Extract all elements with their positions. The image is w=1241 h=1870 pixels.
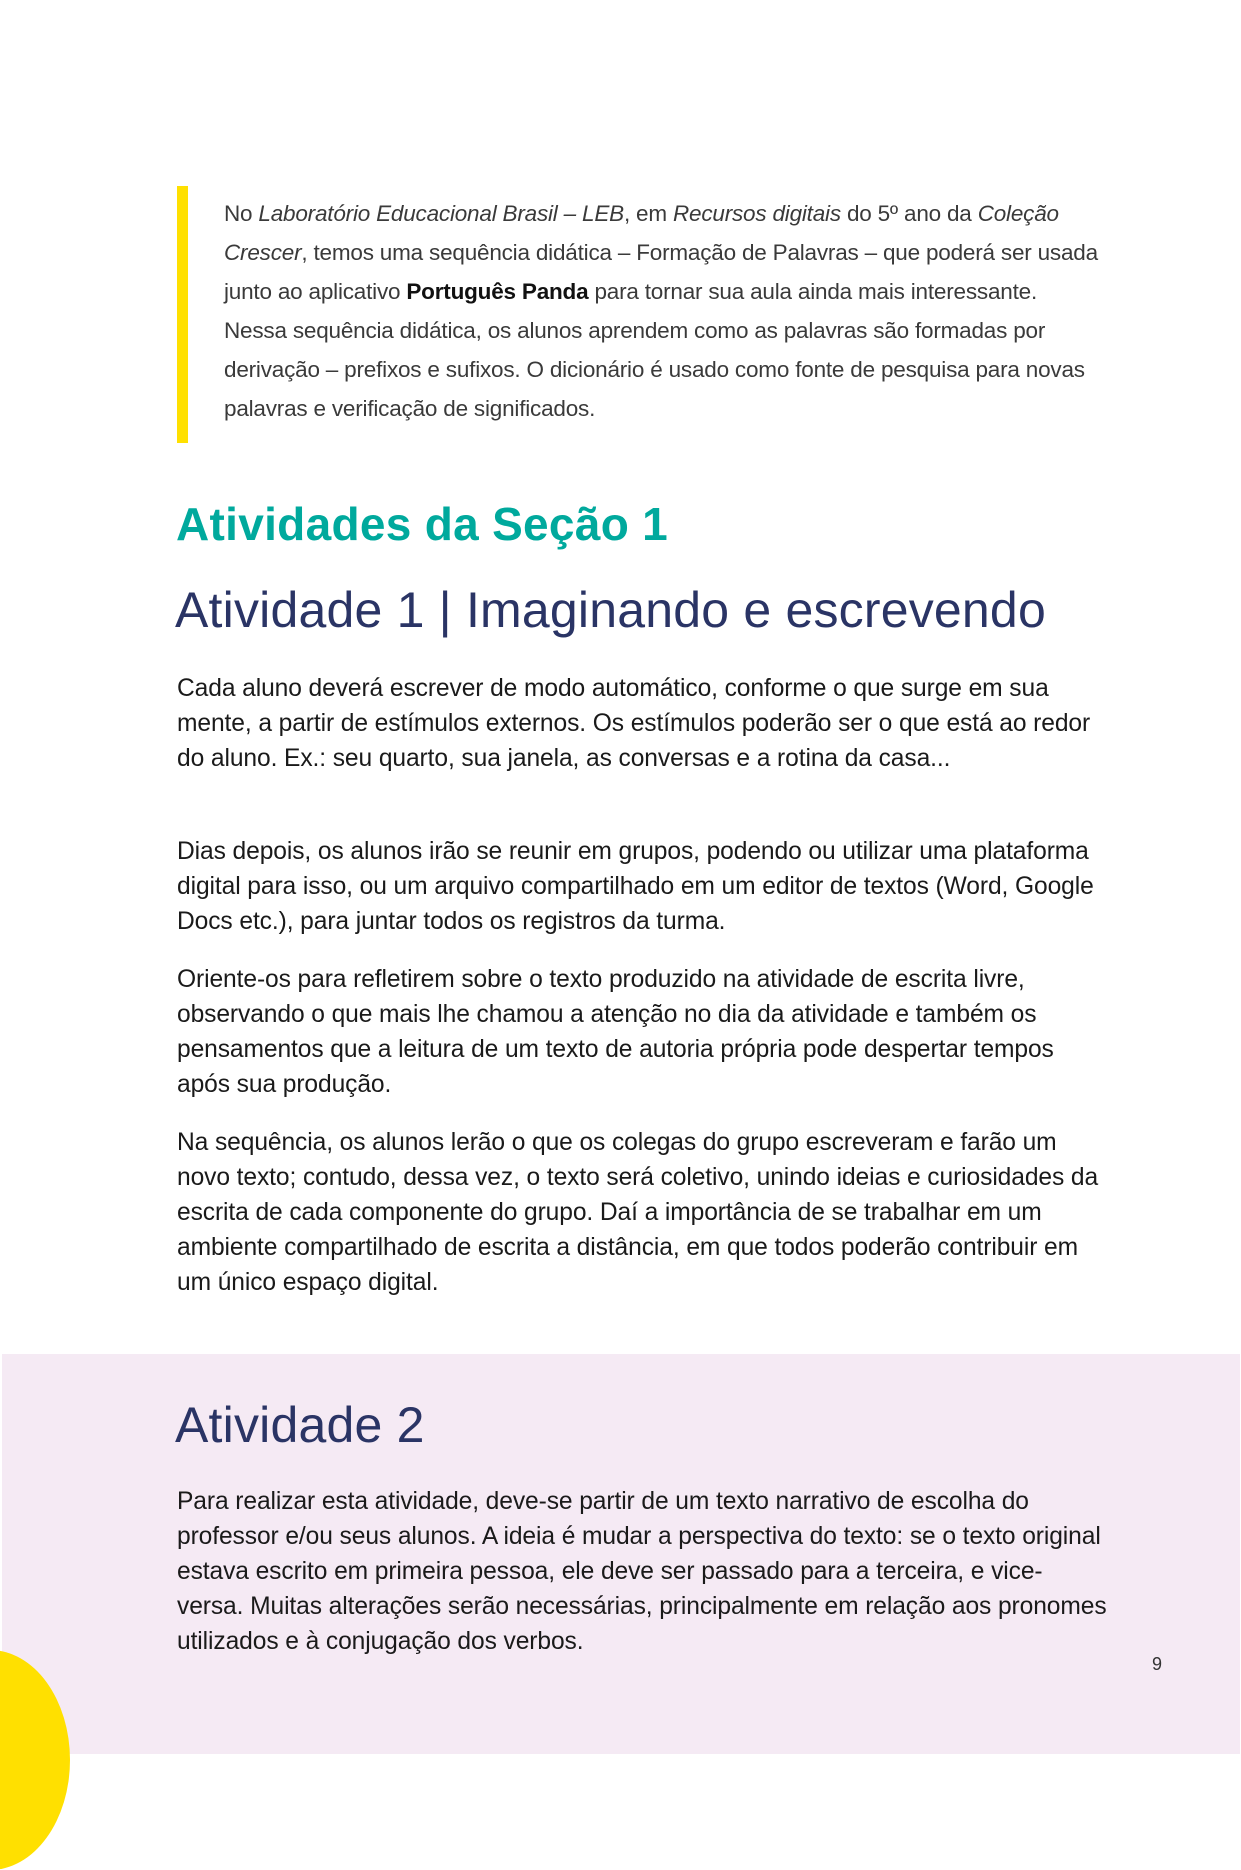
activity-1-title: Atividade 1 | Imaginando e escrevendo [175, 582, 1046, 638]
activity-2-title: Atividade 2 [175, 1397, 425, 1453]
intro-callout [177, 186, 1107, 443]
activity-1-paragraph: Cada aluno deverá escrever de modo automático, conforme o que surge em sua mente, a partir de estímulos externos. Os estímulos poderão ser o que está ao redor do aluno. Ex.: seu quarto, sua janela, as conversas e a rotina da casa... [177, 675, 1091, 772]
section-title: Atividades da Seção 1 [176, 498, 669, 550]
callout-text-segment: , temos uma sequência didática – Formação de Palavras – que poderá ser usada junto ao aplicativo [224, 240, 1098, 304]
callout-italic-colecao: Coleção Crescer [224, 201, 1059, 265]
page-number: 9 [1152, 1654, 1163, 1674]
activity-2-paragraph: Para realizar esta atividade, deve-se partir de um texto narrativo de escolha do professor e/ou seus alunos. A ideia é mudar a perspectiva do texto: se o texto original estava escrito em primeira pessoa, ele deve ser passado para a terceira, e vice-versa. Muitas alterações serão necessárias, principalmente em relação aos pronomes utilizados e à conjugação dos verbos. [177, 1488, 1107, 1655]
callout-text-segment: No [224, 201, 259, 226]
callout-accent-bar [177, 186, 188, 443]
callout-text-segment: do 5º ano da [840, 201, 978, 226]
activity-1-paragraph: Na sequência, os alunos lerão o que os colegas do grupo escreveram e farão um novo texto; contudo, dessa vez, o texto será coletivo, unindo ideias e curiosidades da escrita de cada componente do grupo. Daí a importância de se trabalhar em um ambiente compartilhado de escrita a distância, em que todos poderão contribuir em um único espaço digital. [177, 1129, 1099, 1296]
activity-1-paragraph: Dias depois, os alunos irão se reunir em grupos, podendo ou utilizar uma plataforma digital para isso, ou um arquivo compartilhado em um editor de textos (Word, Google Docs etc.), para juntar todos os registros da turma. [177, 838, 1094, 935]
callout-text [224, 194, 1104, 428]
callout-text-segment: , em [623, 201, 673, 226]
activity-1-paragraph: Oriente-os para refletirem sobre o texto produzido na atividade de escrita livre, observando o que mais lhe chamou a atenção no dia da atividade e também os pensamentos que a leitura de um texto de autoria própria pode despertar tempos após sua produção. [177, 966, 1054, 1098]
callout-italic-recursos: Recursos digitais [672, 201, 841, 226]
callout-text-segment: para tornar sua aula ainda mais interessante. Nessa sequência didática, os alunos aprendem como as palavras são formadas por derivação – prefixos e sufixos. O dicionário é usado como fonte de pesquisa para novas palavras e verificação de significados. [224, 279, 1085, 421]
callout-bold-app-name: Português Panda [406, 279, 589, 304]
callout-italic-leb: Laboratório Educacional Brasil – LEB [258, 201, 624, 226]
